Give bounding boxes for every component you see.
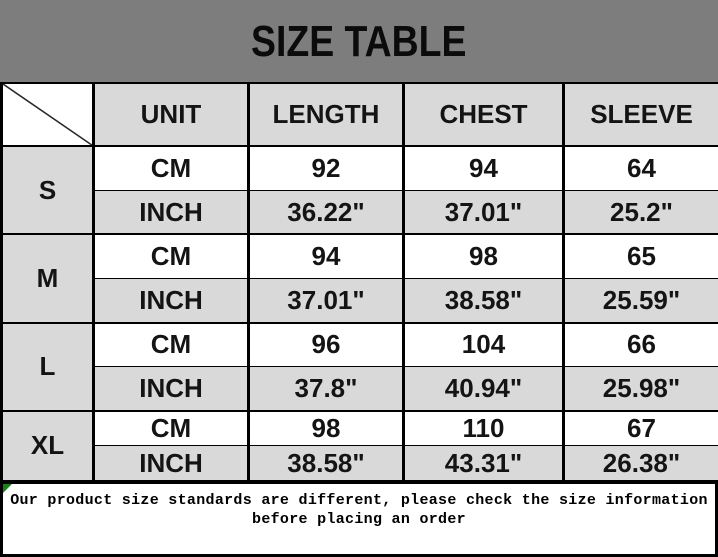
diagonal-line <box>3 84 92 145</box>
unit-label-cm: CM <box>94 146 249 190</box>
cell-s-cm-chest: 94 <box>404 146 564 190</box>
cell-l-inch-length: 37.8" <box>249 367 404 411</box>
cell-m-cm-length: 94 <box>249 234 404 278</box>
footer-note-line2: before placing an order <box>252 511 466 528</box>
cell-s-inch-length: 36.22" <box>249 190 404 234</box>
cell-l-cm-sleeve: 66 <box>564 323 718 367</box>
cell-m-inch-length: 37.01" <box>249 278 404 322</box>
row-xl-cm <box>2 411 718 446</box>
cell-s-cm-length: 92 <box>249 146 404 190</box>
col-header-unit: UNIT <box>94 83 249 146</box>
unit-label-cm: CM <box>94 234 249 278</box>
cell-l-inch-chest: 40.94" <box>404 367 564 411</box>
cell-s-inch-chest: 37.01" <box>404 190 564 234</box>
cell-xl-cm-length: 98 <box>249 411 404 446</box>
cell-xl-inch-sleeve: 26.38" <box>564 446 718 481</box>
diagonal-header-cell <box>2 83 94 146</box>
col-header-chest: CHEST <box>404 83 564 146</box>
page-title: SIZE TABLE <box>251 16 467 66</box>
cell-xl-cm-chest: 110 <box>404 411 564 446</box>
cell-l-cm-length: 96 <box>249 323 404 367</box>
unit-label-cm: CM <box>94 411 249 446</box>
unit-label-inch: INCH <box>94 190 249 234</box>
row-l-cm <box>2 323 718 367</box>
col-header-length: LENGTH <box>249 83 404 146</box>
cell-s-cm-sleeve: 64 <box>564 146 718 190</box>
size-label-s: S <box>2 146 94 234</box>
cell-xl-inch-length: 38.58" <box>249 446 404 481</box>
cell-s-inch-sleeve: 25.2" <box>564 190 718 234</box>
header-row <box>2 83 718 146</box>
unit-label-inch: INCH <box>94 367 249 411</box>
size-table <box>0 82 718 482</box>
row-xl-inch <box>2 446 718 481</box>
unit-label-inch: INCH <box>94 278 249 322</box>
size-label-m: M <box>2 234 94 322</box>
cell-m-cm-chest: 98 <box>404 234 564 278</box>
cell-m-inch-sleeve: 25.59" <box>564 278 718 322</box>
row-l-inch <box>2 367 718 411</box>
footer-note <box>0 482 718 557</box>
row-m-inch <box>2 278 718 322</box>
unit-label-inch: INCH <box>94 446 249 481</box>
cell-m-inch-chest: 38.58" <box>404 278 564 322</box>
row-s-cm <box>2 146 718 190</box>
cell-l-cm-chest: 104 <box>404 323 564 367</box>
size-label-l: L <box>2 323 94 411</box>
cell-xl-cm-sleeve: 67 <box>564 411 718 446</box>
footer-note-line1: Our product size standards are different, please check the size information <box>10 492 708 509</box>
row-m-cm <box>2 234 718 278</box>
corner-flag-icon <box>3 484 12 493</box>
title-bar <box>0 0 718 83</box>
row-s-inch <box>2 190 718 234</box>
cell-xl-inch-chest: 43.31" <box>404 446 564 481</box>
col-header-sleeve: SLEEVE <box>564 83 718 146</box>
cell-l-inch-sleeve: 25.98" <box>564 367 718 411</box>
size-label-xl: XL <box>2 411 94 481</box>
cell-m-cm-sleeve: 65 <box>564 234 718 278</box>
unit-label-cm: CM <box>94 323 249 367</box>
